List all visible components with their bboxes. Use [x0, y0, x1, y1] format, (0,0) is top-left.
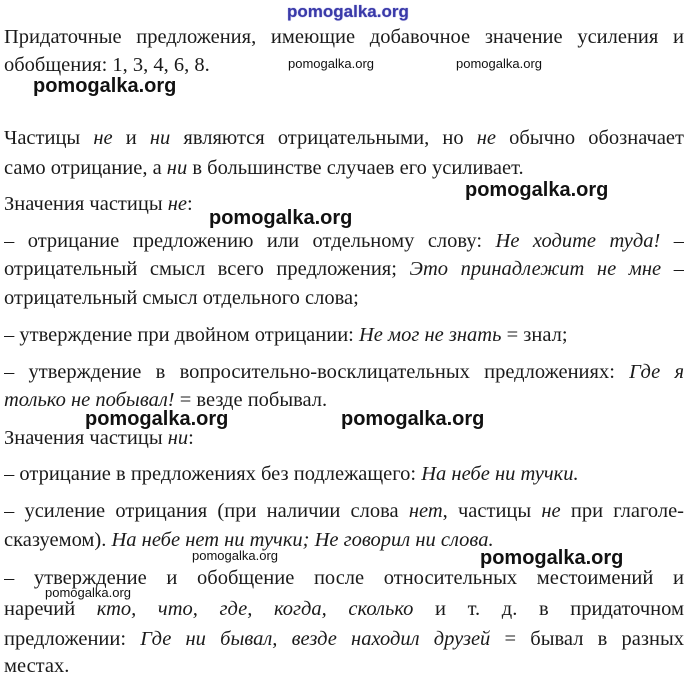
watermark-small: pomogalka.org: [288, 56, 374, 71]
text-segment: – усиление отрицания (при наличии слова: [4, 500, 409, 522]
text-segment: обычно обозначает: [496, 127, 684, 149]
text-segment: – отрицание предложению или отдельному слову:: [4, 230, 496, 252]
text-segment: наречий: [4, 598, 97, 620]
text-segment: –: [661, 258, 684, 280]
text-line-18: [4, 626, 684, 652]
text-line-17: [4, 596, 684, 622]
text-line-6: [4, 228, 684, 254]
watermark-large: pomogalka.org: [465, 179, 609, 201]
text-line-7: [4, 256, 684, 282]
text-line-4: [4, 155, 684, 181]
italic-text: Где я: [629, 361, 684, 383]
text-segment: :: [187, 193, 193, 215]
text-segment: – утверждение в вопросительно-восклицательных предложениях:: [4, 361, 630, 383]
text-segment: отрицательный смысл отдельного слова;: [4, 287, 359, 309]
text-segment: и: [112, 127, 150, 149]
watermark-small: pomogalka.org: [192, 548, 278, 563]
watermark-large: pomogalka.org: [480, 547, 624, 569]
text-segment: отрицательный смысл всего предложения;: [4, 258, 410, 280]
text-line-13: [4, 461, 684, 487]
watermark-small: pomogalka.org: [45, 585, 131, 600]
text-segment: при глаголе-: [560, 500, 684, 522]
text-segment: – отрицание в предложениях без подлежащего:: [4, 463, 422, 485]
italic-text: Где ни бывал, везде находил друзей: [140, 628, 491, 650]
text-segment: = бывал в разных: [490, 628, 684, 650]
italic-text: нет: [408, 500, 443, 522]
italic-text: кто, что, где, когда, сколько: [96, 598, 414, 620]
text-segment: местах.: [4, 655, 70, 677]
text-segment: – утверждение и обобщение после относительных местоимений и: [4, 567, 684, 589]
text-segment: –: [660, 230, 684, 252]
text-segment: обобщения: 1, 3, 4, 6, 8.: [4, 54, 210, 76]
text-line-12: [4, 425, 684, 451]
text-line-3: [4, 125, 684, 151]
text-segment: = везде побывал.: [174, 389, 328, 411]
watermark-large: pomogalka.org: [341, 408, 485, 430]
italic-text: На небе ни тучки.: [421, 463, 579, 485]
watermark-large: pomogalka.org: [85, 408, 229, 430]
text-line-19: [4, 653, 684, 679]
text-line-1: [4, 24, 684, 50]
italic-text: не: [476, 127, 496, 149]
italic-text: ни: [166, 157, 188, 179]
text-segment: Значения частицы: [4, 427, 168, 449]
italic-text: не: [93, 127, 113, 149]
italic-text: только не побывал!: [4, 389, 175, 411]
italic-text: Это принадлежит не мне: [409, 258, 662, 280]
text-line-14: [4, 498, 684, 524]
watermark-large: pomogalka.org: [209, 207, 353, 229]
text-segment: и т. д. в придаточном: [413, 598, 684, 620]
text-segment: в большинстве случаев его усиливает.: [187, 157, 524, 179]
italic-text: На небе нет ни тучки; Не говорил ни слова.: [111, 529, 494, 551]
text-line-8: [4, 285, 684, 311]
text-segment: :: [188, 427, 194, 449]
text-line-9: [4, 322, 684, 348]
italic-text: ни: [149, 127, 171, 149]
text-segment: Значения частицы: [4, 193, 168, 215]
text-segment: = знал;: [501, 324, 568, 346]
text-segment: предложении:: [4, 628, 141, 650]
text-segment: само отрицание, а: [4, 157, 167, 179]
text-line-10: [4, 359, 684, 385]
text-segment: сказуемом).: [4, 529, 112, 551]
text-segment: – утверждение при двойном отрицании:: [4, 324, 359, 346]
text-segment: Частицы: [4, 127, 94, 149]
text-segment: являются отрицательными, но: [170, 127, 477, 149]
italic-text: Не мог не знать: [359, 324, 502, 346]
italic-text: Не ходите туда!: [495, 230, 661, 252]
text-segment: Придаточные предложения, имеющие добавочное значение усиления и: [4, 26, 684, 48]
text-segment: , частицы: [442, 500, 542, 522]
watermark-top: pomogalka.org: [287, 2, 409, 21]
watermark-large: pomogalka.org: [33, 75, 177, 97]
watermark-small: pomogalka.org: [456, 56, 542, 71]
italic-text: не: [167, 193, 188, 215]
italic-text: ни: [167, 427, 189, 449]
italic-text: не: [541, 500, 561, 522]
